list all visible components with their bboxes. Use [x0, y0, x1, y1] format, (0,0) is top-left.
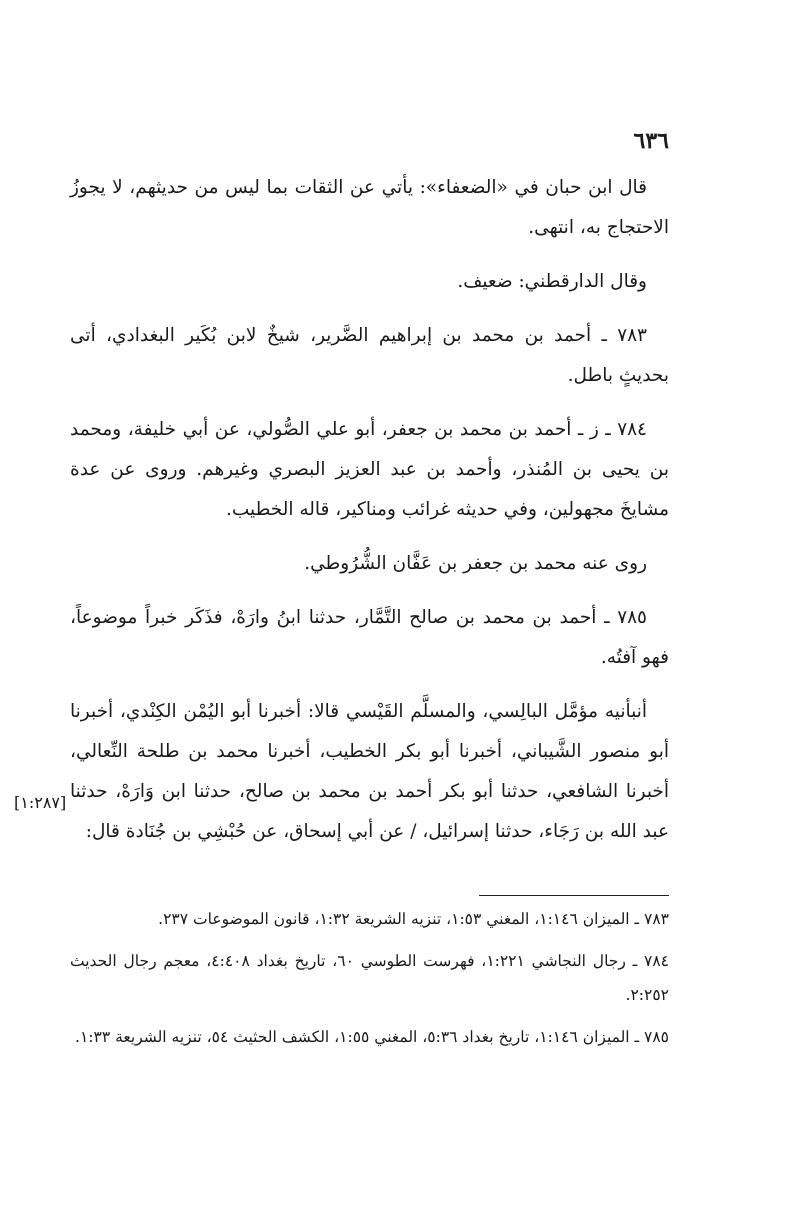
- paragraph-ibn-hibban: قال ابن حبان في «الضعفاء»: يأتي عن الثقات بما ليس من حديثهم، لا يجوزُ الاحتجاج به، انتهى.: [70, 177, 669, 238]
- main-text: [70, 168, 669, 866]
- entry-783: ٧٨٣ ـ أحمد بن محمد بن إبراهيم الضَّرير، شيخٌ لابن بُكَير البغدادي، أتى بحديثٍ باطل.: [70, 325, 669, 386]
- margin-reference: [١:٢٨٧]: [14, 793, 67, 812]
- footnote-783: ٧٨٣ ـ الميزان ١:١٤٦، المغني ١:٥٣، تنزيه الشريعة ١:٣٢، قانون الموضوعات ٢٣٧.: [158, 910, 669, 928]
- paragraph-isnad: أنبأنيه مؤمَّل البالِسي، والمسلَّم القَيْسي قالا: أخبرنا أبو اليُمْن الكِنْدي، أخبرنا أبو منصور الشَّيباني، أخبرنا أبو بكر الخطيب، أخبرنا محمد بن طلحة النِّعالي، أخبرنا الشافعي، حدثنا أبو بكر أحمد بن محمد بن صالح، حدثنا ابن وَارَهْ، حدثنا عبد الله بن رَجَاء، حدثنا إسرائيل، / عن أبي إسحاق، عن حُبْشِي بن جُنَادة قال:: [70, 701, 669, 842]
- paragraph-narrated-by: روى عنه محمد بن جعفر بن عَفَّان الشُّرُوطي.: [304, 553, 647, 574]
- entry-785: ٧٨٥ ـ أحمد بن محمد بن صالح التَّمَّار، حدثنا ابنُ وارَهْ، فذَكَر خبراً موضوعاً، فهو آفتُه.: [70, 607, 669, 668]
- footnote-785: ٧٨٥ ـ الميزان ١:١٤٦، تاريخ بغداد ٥:٣٦، المغني ١:٥٥، الكشف الحثيث ٥٤، تنزيه الشريعة ١:٣٣.: [75, 1028, 669, 1046]
- paragraph-daraqutni: وقال الدارقطني: ضعيف.: [457, 271, 647, 292]
- entry-784: ٧٨٤ ـ ز ـ أحمد بن محمد بن جعفر، أبو علي الصُّولي، عن أبي خليفة، ومحمد بن يحيى بن المُنذر، وأحمد بن عبد العزيز البصري وغيرهم. وروى عن عدة مشايخَ مجهولين، وفي حديثه غرائب ومناكير، قاله الخطيب.: [70, 419, 669, 520]
- page-number: ٦٣٦: [633, 128, 669, 154]
- footnote-divider: [479, 895, 669, 896]
- footnote-784: ٧٨٤ ـ رجال النجاشي ١:٢٢١، فهرست الطوسي ٦٠، تاريخ بغداد ٤:٤٠٨، معجم رجال الحديث ٢:٢٥٢.: [70, 952, 669, 1004]
- footnotes: [70, 902, 669, 1062]
